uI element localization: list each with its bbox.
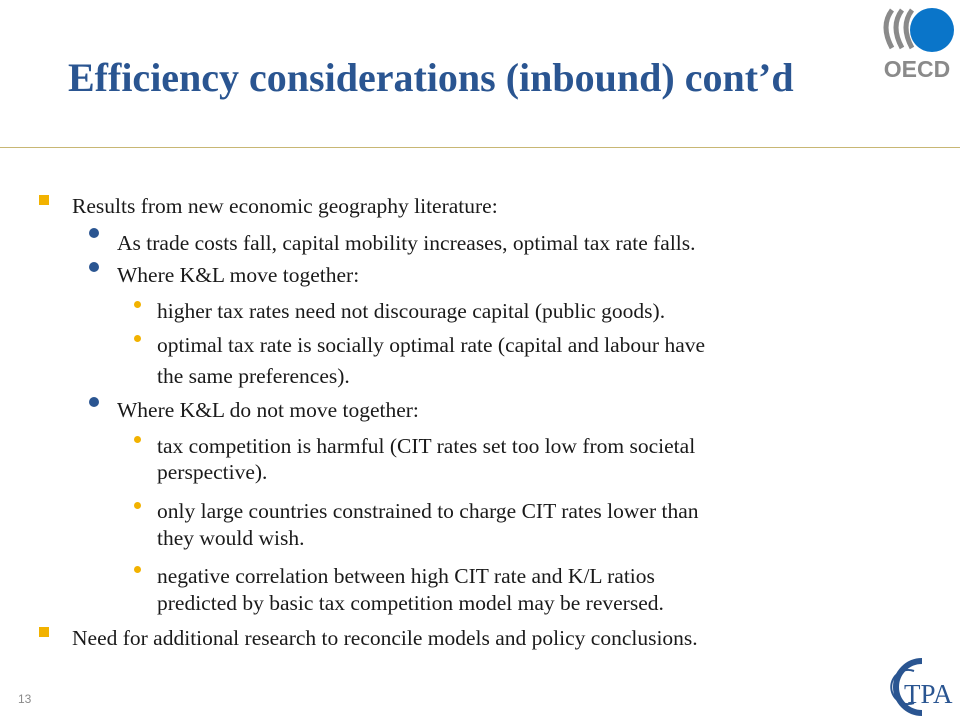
bullet-l1-text: Results from new economic geography literature: [72, 194, 498, 218]
oecd-arc-2 [896, 10, 902, 48]
bullet-l3-text-cont: predicted by basic tax competition model may be reversed. [157, 591, 664, 615]
bullet-l3-text: only large countries constrained to charge CIT rates lower than [157, 499, 699, 523]
bullet-square [39, 627, 49, 637]
oecd-logo [876, 4, 958, 84]
oecd-logo-text: OECD [883, 56, 951, 82]
bullet-l3-text: optimal tax rate is socially optimal rate (capital and labour have [157, 333, 706, 357]
slide-title: Efficiency considerations (inbound) cont’d [68, 55, 794, 100]
bullet-l3-text: higher tax rates need not discourage capital (public goods). [157, 299, 666, 323]
bullet-l3-text-cont: perspective). [157, 460, 268, 484]
bullet-l3-text-cont: the same preferences). [157, 364, 350, 388]
ctpa-logo [886, 655, 956, 717]
bullet-dot [89, 397, 99, 407]
bullet-l3-text: tax competition is harmful (CIT rates set too low from societal [157, 434, 696, 458]
bullet-dot-small [134, 335, 141, 342]
bullet-l1-text: Need for additional research to reconcile models and policy conclusions. [72, 626, 698, 650]
bullet-dot-small [134, 436, 141, 443]
bullet-l3-text: negative correlation between high CIT rate and K/L ratios [157, 564, 655, 588]
oecd-circle [910, 8, 954, 52]
oecd-arc-1 [886, 10, 892, 48]
page-number: 13 [18, 692, 32, 706]
ctpa-logo-text: TPA [904, 679, 953, 709]
bullet-dot-small [134, 301, 141, 308]
bullet-dot-small [134, 502, 141, 509]
bullet-l3-text-cont: they would wish. [157, 526, 305, 550]
bullet-l2-text: As trade costs fall, capital mobility increases, optimal tax rate falls. [117, 231, 696, 255]
bullet-dot-small [134, 566, 141, 573]
bullet-dot [89, 228, 99, 238]
bullet-dot [89, 262, 99, 272]
bullet-square [39, 195, 49, 205]
bullet-l2-text: Where K&L do not move together: [117, 398, 419, 422]
bullet-l2-text: Where K&L move together: [117, 263, 360, 287]
title-divider [0, 147, 960, 148]
